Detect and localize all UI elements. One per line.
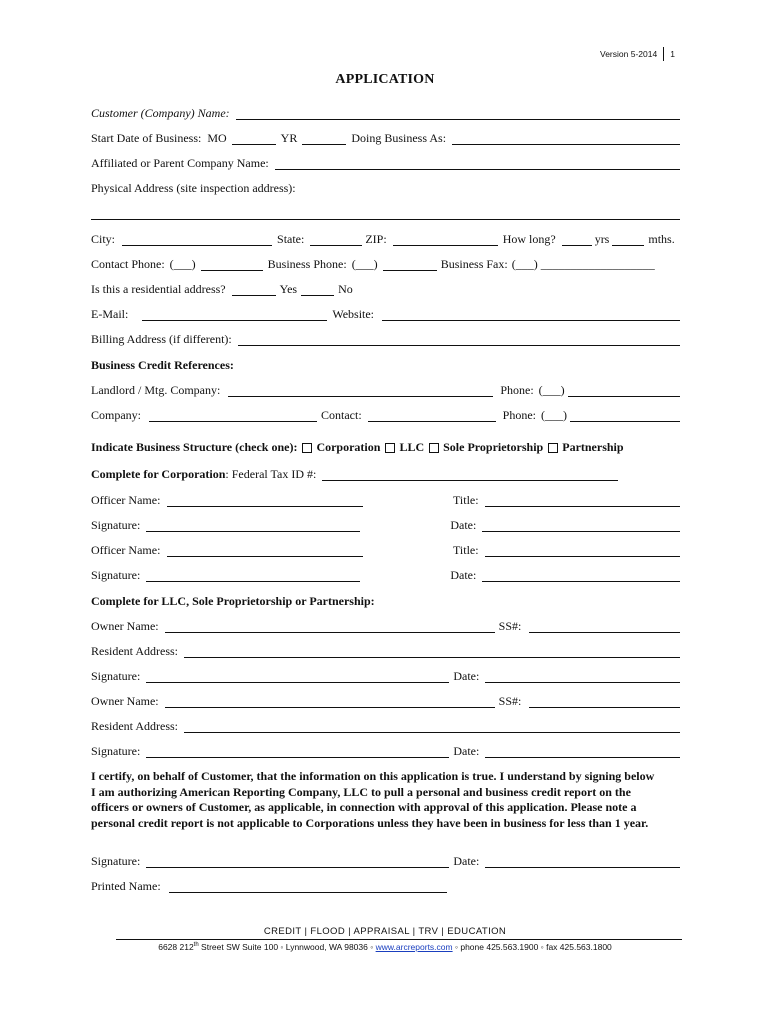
certification-text: I certify, on behalf of Customer, that the information on this application is true. I understand by signing below I am authorizing American Reporting Company, LLC to pull a personal and business credit report on the officers or owners of Customer, as applicable, in connection with approval of this application. Please note a personal credit report is not applicable to Corporations unless they have been in business for less than 1 year. [91, 769, 655, 830]
mths-label: mths. [648, 232, 675, 246]
company-label: Company: [91, 408, 141, 422]
owner-date-label: Date: [453, 669, 480, 683]
corporation-heading-row [91, 465, 680, 481]
email-row [91, 305, 680, 321]
officer-date-label: Date: [450, 518, 477, 532]
resident-address-field-1[interactable] [184, 645, 680, 658]
officer-date-label: Date: [450, 568, 477, 582]
customer-name-field[interactable] [236, 107, 680, 120]
officer-name-field-2[interactable] [167, 544, 363, 557]
structure-row [91, 438, 680, 454]
website-label: Website: [332, 307, 375, 321]
officer-title-label: Title: [453, 543, 479, 557]
version-label: Version 5-2014 [600, 49, 658, 59]
ss-field-2[interactable] [529, 695, 680, 708]
officer-signature-field-1[interactable] [146, 519, 360, 532]
page-title: APPLICATION [335, 72, 435, 87]
website-field[interactable] [382, 308, 680, 321]
officer-sig-row-1 [91, 516, 680, 532]
customer-name-label: Customer (Company) Name: [91, 106, 230, 120]
state-field[interactable] [310, 233, 362, 246]
officer-name-field-1[interactable] [167, 494, 363, 507]
sole-proprietorship-option: Sole Proprietorship [443, 440, 544, 454]
cert-signature-label: Signature: [91, 854, 141, 868]
city-label: City: [91, 232, 116, 246]
owner-signature-label: Signature: [91, 744, 141, 758]
physical-address-label: Physical Address (site inspection address): [91, 181, 296, 195]
contact-field[interactable] [368, 409, 496, 422]
landlord-phone-area[interactable]: (___) [538, 383, 565, 397]
header-divider [663, 47, 664, 61]
cert-signature-row [91, 852, 680, 868]
ss-label: SS#: [498, 694, 522, 708]
officer-date-field-1[interactable] [482, 519, 680, 532]
footer-divider [116, 939, 682, 940]
state-label: State: [277, 232, 305, 246]
footer-street-suffix: th [193, 942, 199, 949]
resident-address-field-2[interactable] [184, 720, 680, 733]
llc-heading: Complete for LLC, Sole Proprietorship or Partnership: [91, 594, 375, 608]
owner-signature-field-1[interactable] [146, 670, 449, 683]
landlord-row [91, 381, 680, 397]
officer-date-field-2[interactable] [482, 569, 680, 582]
affiliated-field[interactable] [275, 157, 680, 170]
yes-label: Yes [279, 282, 298, 296]
landlord-phone-label: Phone: [500, 383, 534, 397]
ss-label: SS#: [498, 619, 522, 633]
no-label: No [338, 282, 353, 296]
residential-question: Is this a residential address? [91, 282, 226, 296]
owner-row-2 [91, 692, 680, 708]
business-phone-area[interactable]: (___) [351, 257, 378, 271]
llc-checkbox[interactable] [385, 443, 395, 453]
owner-date-field-2[interactable] [485, 745, 680, 758]
owner-date-field-1[interactable] [485, 670, 680, 683]
structure-label: Indicate Business Structure (check one): [91, 440, 298, 454]
customer-name-row [91, 104, 680, 120]
officer-title-field-1[interactable] [485, 494, 680, 507]
references-heading-row [91, 356, 680, 372]
business-phone-field[interactable] [383, 258, 437, 271]
city-field[interactable] [122, 233, 272, 246]
printed-name-row [91, 877, 680, 893]
zip-label: ZIP: [365, 232, 387, 246]
owner-sig-row-1 [91, 667, 680, 683]
landlord-phone-field[interactable] [568, 384, 680, 397]
footer-street-number: 6628 212 [158, 942, 194, 952]
landlord-field[interactable] [228, 384, 493, 397]
dba-field[interactable] [452, 132, 680, 145]
contact-phone-field[interactable] [201, 258, 263, 271]
affiliated-row [91, 154, 680, 170]
start-month-field[interactable] [232, 132, 276, 145]
residential-no-field[interactable] [301, 283, 334, 296]
contact-label: Contact: [321, 408, 362, 422]
page-number: 1 [670, 49, 675, 59]
billing-address-label: Billing Address (if different): [91, 332, 232, 346]
officer-title-field-2[interactable] [485, 544, 680, 557]
owner-name-label: Owner Name: [91, 694, 159, 708]
zip-field[interactable] [393, 233, 498, 246]
cert-date-field[interactable] [485, 855, 680, 868]
printed-name-label: Printed Name: [91, 879, 161, 893]
affiliated-label: Affiliated or Parent Company Name: [91, 156, 269, 170]
partnership-checkbox[interactable] [548, 443, 558, 453]
version-header [600, 47, 700, 61]
corporation-checkbox[interactable] [302, 443, 312, 453]
billing-row [91, 330, 680, 346]
officer-signature-label: Signature: [91, 568, 141, 582]
mo-label: MO [207, 131, 227, 145]
business-phone-label: Business Phone: [267, 257, 347, 271]
city-row [91, 230, 680, 246]
start-date-row [91, 129, 680, 145]
llc-heading-row [91, 592, 680, 608]
owner-name-field-2[interactable] [165, 695, 495, 708]
owner-signature-label: Signature: [91, 669, 141, 683]
owner-date-label: Date: [453, 744, 480, 758]
officer-name-label: Officer Name: [91, 543, 161, 557]
start-date-label: Start Date of Business: [91, 131, 202, 145]
tax-id-label: : Federal Tax ID #: [225, 467, 317, 481]
officer-title-label: Title: [453, 493, 479, 507]
business-fax-field[interactable]: (___) ___________________ [511, 257, 655, 271]
yr-label: YR [280, 131, 298, 145]
tax-id-field[interactable] [322, 468, 618, 481]
sole-proprietorship-checkbox[interactable] [429, 443, 439, 453]
partnership-option: Partnership [562, 440, 624, 454]
physical-address-field[interactable] [91, 207, 680, 220]
email-field[interactable] [142, 308, 327, 321]
company-field[interactable] [149, 409, 317, 422]
owner-name-field-1[interactable] [165, 620, 495, 633]
owner-signature-field-2[interactable] [146, 745, 449, 758]
references-heading: Business Credit References: [91, 358, 234, 372]
contact-phone-label: Contact Phone: [91, 257, 165, 271]
email-label: E-Mail: [91, 307, 129, 321]
yrs-label: yrs [594, 232, 610, 246]
company-phone-field[interactable] [570, 409, 680, 422]
contact-phone-area[interactable]: (___) [169, 257, 196, 271]
business-fax-label: Business Fax: [440, 257, 508, 271]
months-field[interactable] [612, 233, 644, 246]
residential-yes-field[interactable] [232, 283, 276, 296]
ss-field-1[interactable] [529, 620, 680, 633]
start-year-field[interactable] [302, 132, 346, 145]
cert-date-label: Date: [453, 854, 480, 868]
company-phone-label: Phone: [502, 408, 537, 422]
dba-label: Doing Business As: [351, 131, 447, 145]
resident-row-1 [91, 642, 680, 658]
officer-signature-field-2[interactable] [146, 569, 360, 582]
cert-signature-field[interactable] [146, 855, 449, 868]
footer-address [0, 942, 770, 952]
company-ref-row [91, 406, 680, 422]
resident-row-2 [91, 717, 680, 733]
footer-services: CREDIT | FLOOD | APPRAISAL | TRV | EDUCATION [263, 926, 507, 937]
billing-address-field[interactable] [238, 333, 680, 346]
officer-sig-row-2 [91, 566, 680, 582]
company-phone-area[interactable]: (___) [541, 408, 568, 422]
officer-row-1 [91, 491, 680, 507]
landlord-label: Landlord / Mtg. Company: [91, 383, 221, 397]
resident-address-label: Resident Address: [91, 644, 178, 658]
owner-row-1 [91, 617, 680, 633]
physical-address-row [91, 179, 680, 195]
resident-address-label: Resident Address: [91, 719, 178, 733]
officer-row-2 [91, 541, 680, 557]
physical-address-line [91, 204, 680, 220]
residential-row [91, 280, 680, 296]
footer-street: Street SW Suite 100 ◦ Lynnwood, WA 98036 ◦ [198, 942, 376, 952]
corporation-heading: Complete for Corporation [91, 467, 226, 481]
phone-row [91, 255, 680, 271]
officer-name-label: Officer Name: [91, 493, 161, 507]
years-field[interactable] [562, 233, 592, 246]
how-long-label: How long? [502, 232, 556, 246]
footer-contact: ◦ phone 425.563.1900 ◦ fax 425.563.1800 [452, 942, 612, 952]
printed-name-field[interactable] [169, 880, 447, 893]
footer-website-link[interactable]: www.arcreports.com [375, 942, 453, 952]
officer-signature-label: Signature: [91, 518, 141, 532]
llc-option: LLC [399, 440, 425, 454]
owner-name-label: Owner Name: [91, 619, 159, 633]
owner-sig-row-2 [91, 742, 680, 758]
corporation-option: Corporation [316, 440, 381, 454]
